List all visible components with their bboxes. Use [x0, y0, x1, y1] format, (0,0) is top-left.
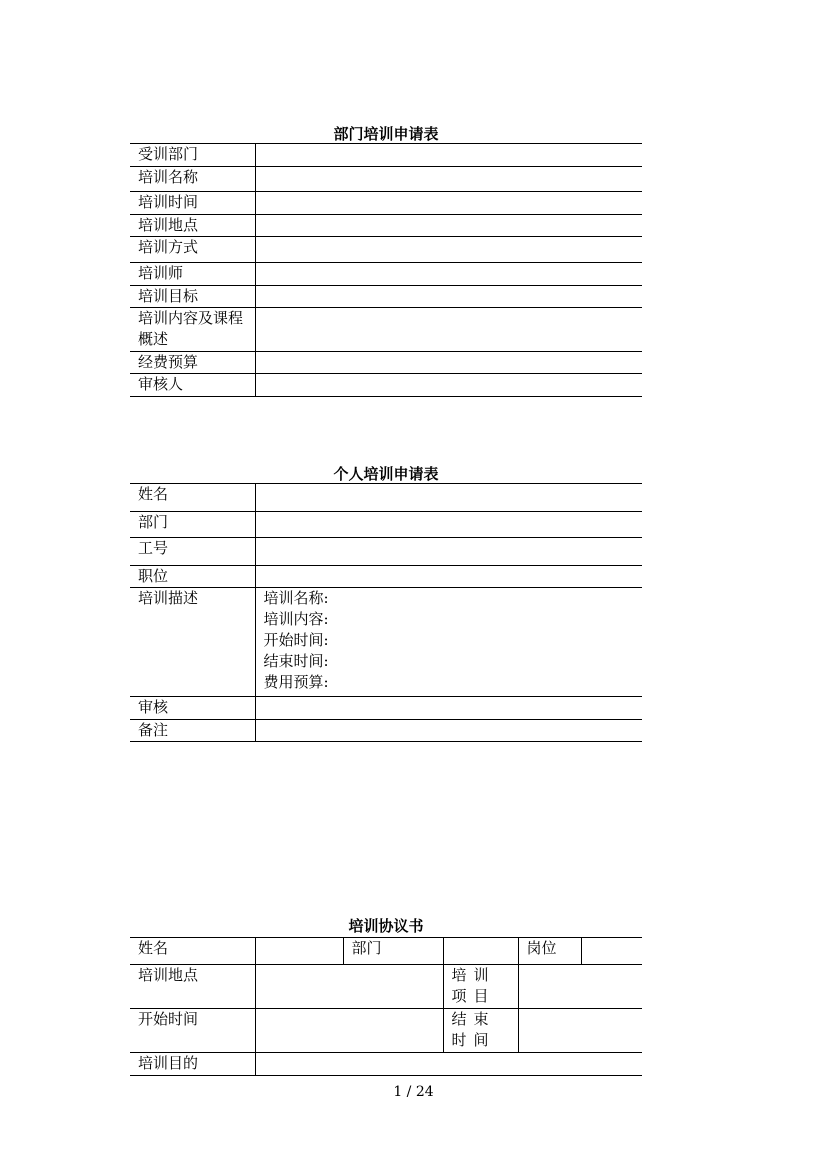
description-line: 结束时间: [263, 652, 329, 670]
row-value[interactable] [255, 566, 642, 588]
row-label: 培训描述 [130, 588, 255, 697]
agreement-title: 培训协议书 [348, 917, 424, 935]
row-value[interactable] [255, 538, 642, 566]
table-row [130, 352, 642, 374]
purpose-label: 培训目的 [130, 1053, 255, 1076]
description-line: 培训名称: [263, 589, 329, 607]
table-row [130, 965, 642, 1009]
table-row [130, 237, 642, 263]
row-value[interactable] [255, 167, 642, 192]
table-row [130, 538, 642, 566]
row-label: 培训内容及课程概述 [130, 308, 255, 352]
table-row [130, 697, 642, 720]
item-value[interactable] [518, 965, 642, 1009]
post-label: 岗位 [518, 938, 581, 965]
training-description-cell[interactable] [255, 588, 642, 697]
end-label: 结束时间 [443, 1009, 518, 1053]
location-value[interactable] [255, 965, 443, 1009]
table-row [130, 308, 642, 352]
table-row [130, 566, 642, 588]
row-label: 培训地点 [130, 215, 255, 237]
table-row [130, 263, 642, 286]
row-label: 审核人 [130, 374, 255, 397]
row-label: 培训方式 [130, 237, 255, 263]
description-line: 培训内容: [263, 610, 329, 628]
training-agreement-table [130, 937, 642, 1076]
end-value[interactable] [518, 1009, 642, 1053]
row-label: 工号 [130, 538, 255, 566]
table-row [130, 588, 642, 697]
purpose-value[interactable] [255, 1053, 642, 1076]
row-label: 经费预算 [130, 352, 255, 374]
row-value[interactable] [255, 374, 642, 397]
dept-label: 部门 [343, 938, 443, 965]
row-label: 审核 [130, 697, 255, 720]
table-row [130, 374, 642, 397]
table-row [130, 938, 642, 965]
row-label: 职位 [130, 566, 255, 588]
table-row [130, 286, 642, 308]
table-row [130, 1053, 642, 1076]
dept-form-title: 部门培训申请表 [333, 125, 439, 143]
page-number: 1 / 24 [393, 1084, 434, 1100]
row-value[interactable] [255, 308, 642, 352]
description-line: 开始时间: [263, 631, 329, 649]
post-value[interactable] [581, 938, 642, 965]
start-label: 开始时间 [130, 1009, 255, 1053]
row-value[interactable] [255, 237, 642, 263]
table-row [130, 144, 642, 167]
description-line: 费用预算: [263, 673, 329, 691]
row-value[interactable] [255, 720, 642, 742]
name-value[interactable] [255, 938, 343, 965]
dept-value[interactable] [443, 938, 518, 965]
table-row [130, 215, 642, 237]
row-label: 培训时间 [130, 192, 255, 215]
row-label: 培训师 [130, 263, 255, 286]
row-value[interactable] [255, 263, 642, 286]
row-value[interactable] [255, 144, 642, 167]
row-value[interactable] [255, 697, 642, 720]
row-label: 培训名称 [130, 167, 255, 192]
row-label: 受训部门 [130, 144, 255, 167]
row-label: 备注 [130, 720, 255, 742]
row-value[interactable] [255, 512, 642, 538]
row-label: 姓名 [130, 484, 255, 512]
row-value[interactable] [255, 286, 642, 308]
row-label: 培训目标 [130, 286, 255, 308]
personal-training-table [130, 483, 642, 742]
table-row [130, 192, 642, 215]
table-row [130, 1009, 642, 1053]
table-row [130, 512, 642, 538]
name-label: 姓名 [130, 938, 255, 965]
personal-form-title: 个人培训申请表 [333, 465, 439, 483]
row-value[interactable] [255, 215, 642, 237]
row-value[interactable] [255, 484, 642, 512]
table-row [130, 720, 642, 742]
location-label: 培训地点 [130, 965, 255, 1009]
table-row [130, 484, 642, 512]
start-value[interactable] [255, 1009, 443, 1053]
row-value[interactable] [255, 352, 642, 374]
row-label: 部门 [130, 512, 255, 538]
item-label: 培训项目 [443, 965, 518, 1009]
table-row [130, 167, 642, 192]
dept-training-table [130, 143, 642, 397]
row-value[interactable] [255, 192, 642, 215]
